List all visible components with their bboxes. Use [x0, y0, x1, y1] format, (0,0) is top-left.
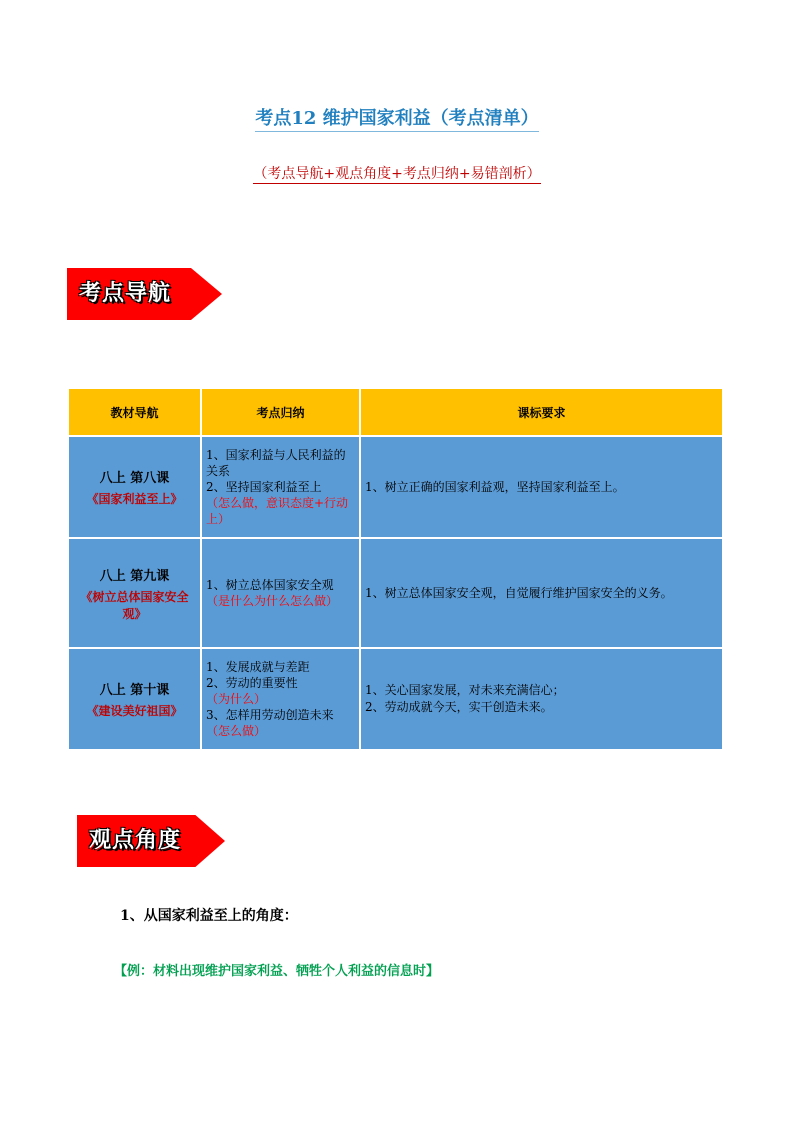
banner-label: 观点角度: [89, 828, 182, 853]
lesson-cell: [68, 648, 201, 750]
requirement-cell: [360, 648, 723, 750]
lesson-title: 《国家利益至上》: [86, 492, 183, 506]
page-title: 考点12 维护国家利益（考点清单）: [0, 104, 794, 130]
table-row: [68, 538, 723, 648]
point-item: 3、怎样用劳动创造未来: [206, 708, 334, 722]
points-cell: [201, 538, 360, 648]
nav-table: [67, 387, 724, 751]
header-cell: 考点归纳: [201, 388, 360, 436]
point-item: 2、坚持国家利益至上: [206, 480, 322, 494]
point-note: （为什么）: [206, 692, 267, 706]
points-cell: [201, 436, 360, 538]
table-header-row: [68, 388, 723, 436]
lesson-name: 八上 第八课: [99, 471, 170, 486]
requirement-item: 2、劳动成就今天，实干创造未来。: [365, 700, 553, 714]
points-cell: [201, 648, 360, 750]
point-note: （是什么为什么怎么做）: [206, 594, 339, 608]
lesson-cell: [68, 538, 201, 648]
point-note: （怎么做）: [206, 724, 267, 738]
requirement-cell: [360, 436, 723, 538]
lesson-cell: [68, 436, 201, 538]
point-item: 1、树立总体国家安全观: [206, 578, 334, 592]
header-cell: 教材导航: [68, 388, 201, 436]
lesson-title: 《树立总体国家安全观》: [80, 589, 189, 621]
point-note: （怎么做，意识态度+行动上）: [206, 496, 349, 526]
example-note: 【例：材料出现维护国家利益、牺牲个人利益的信息时】: [114, 964, 440, 979]
lesson-name: 八上 第十课: [99, 683, 170, 698]
table-row: [68, 648, 723, 750]
point-item: 1、发展成就与差距: [206, 660, 310, 674]
section-heading: 1、从国家利益至上的角度：: [120, 908, 298, 924]
requirement-cell: [360, 538, 723, 648]
requirement-item: 1、关心国家发展，对未来充满信心；: [365, 683, 565, 697]
banner-label: 考点导航: [79, 281, 172, 306]
point-item: [206, 675, 355, 707]
point-text: 2、劳动的重要性: [206, 676, 298, 690]
header-cell: 课标要求: [360, 388, 723, 436]
page-subtitle: （考点导航+观点角度+考点归纳+易错剖析）: [253, 166, 541, 182]
requirement-item: 1、树立正确的国家利益观，坚持国家利益至上。: [365, 479, 625, 494]
table-row: [68, 436, 723, 538]
banner-nav: [67, 268, 222, 320]
lesson-name: 八上 第九课: [99, 568, 170, 584]
point-item: 1、国家利益与人民利益的关系: [206, 448, 346, 478]
banner-viewpoint: [77, 815, 225, 867]
lesson-title: 《建设美好祖国》: [86, 704, 183, 718]
requirement-item: 1、树立总体国家安全观，自觉履行维护国家安全的义务。: [365, 585, 673, 600]
